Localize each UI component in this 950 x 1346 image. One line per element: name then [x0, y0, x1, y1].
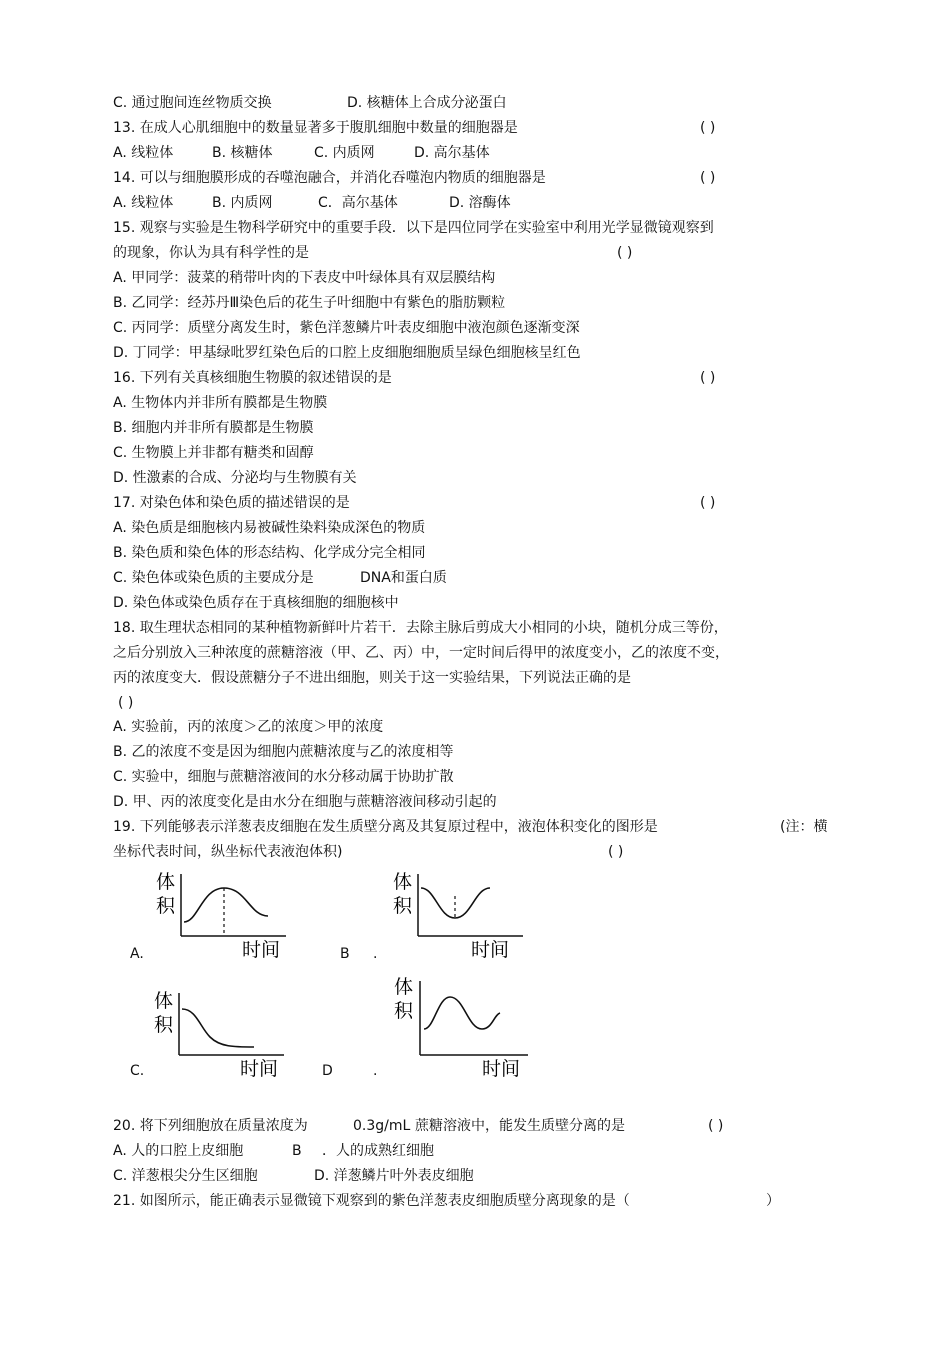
graph-a-ylabel-2: 积 — [156, 895, 176, 917]
q17-option-d: D. 染色体或染色质存在于真核细胞的细胞核中 — [113, 595, 399, 611]
q12-option-d: D. 核糖体上合成分泌蛋白 — [347, 95, 507, 111]
q20-option-a: A. 人的口腔上皮细胞 — [113, 1143, 244, 1159]
graph-c-xlabel: 时间 — [240, 1058, 279, 1080]
q20-option-b: ．人的成熟红细胞 — [322, 1143, 434, 1159]
q17-option-c: C. 染色体或染色质的主要成分是 — [113, 570, 314, 586]
q16-answer-paren: ( ) — [700, 370, 716, 386]
q13-answer-paren: ( ) — [700, 120, 716, 136]
q16-stem: 16. 下列有关真核细胞生物膜的叙述错误的是 — [113, 370, 392, 386]
graph-d-ylabel-1: 体 — [394, 976, 414, 998]
q15-answer-paren: ( ) — [617, 245, 633, 261]
q16-option-b: B. 细胞内并非所有膜都是生物膜 — [113, 420, 314, 436]
q18-option-d: D. 甲、丙的浓度变化是由水分在细胞与蔗糖溶液间移动引起的 — [113, 794, 497, 810]
q16-option-c: C. 生物膜上并非都有糖类和固醇 — [113, 445, 314, 461]
q15-stem-line1: 15. 观察与实验是生物科学研究中的重要手段．以下是四位同学在实验室中利用光学显微镜观察到 — [113, 220, 714, 236]
q17-stem: 17. 对染色体和染色质的描述错误的是 — [113, 495, 350, 511]
q21-answer-paren-close: ） — [766, 1193, 780, 1209]
q12-option-c: C. 通过胞间连丝物质交换 — [113, 95, 272, 111]
q20-stem-part2: 蔗糖溶液中，能发生质壁分离的是 — [415, 1118, 625, 1134]
q15-option-a: A. 甲同学：菠菜的稍带叶肉的下表皮中叶绿体具有双层膜结构 — [113, 270, 496, 286]
q19-graph-a — [150, 866, 290, 961]
graph-c-ylabel-1: 体 — [154, 990, 174, 1012]
q15-option-c: C. 丙同学：质壁分离发生时，紫色洋葱鳞片叶表皮细胞中液泡颜色逐渐变深 — [113, 320, 580, 336]
q14-option-c: C．高尔基体 — [318, 195, 398, 211]
q15-stem-line2: 的现象，你认为具有科学性的是 — [113, 245, 309, 261]
q19-graph-b — [387, 866, 527, 961]
q13-option-c: C. 内质网 — [314, 145, 375, 161]
q19-stem-line2: 坐标代表时间，纵坐标代表液泡体积) — [113, 844, 343, 860]
q17-option-a: A. 染色质是细胞核内易被碱性染料染成深色的物质 — [113, 520, 426, 536]
q16-option-d: D. 性激素的合成、分泌均与生物膜有关 — [113, 470, 357, 486]
q20-answer-paren: ( ) — [708, 1118, 724, 1134]
q20-option-c: C. 洋葱根尖分生区细胞 — [113, 1168, 258, 1184]
graph-c-curve — [182, 1009, 254, 1047]
q13-option-b: B. 核糖体 — [212, 145, 273, 161]
q14-option-a: A. 线粒体 — [113, 195, 174, 211]
graph-b-ylabel-1: 体 — [393, 871, 413, 893]
q19-graph-d — [390, 975, 535, 1080]
q20-stem-part1: 20. 将下列细胞放在质量浓度为 — [113, 1118, 308, 1134]
q19-option-b-label: B — [340, 946, 350, 962]
q17-option-c-tail: DNA和蛋白质 — [360, 570, 447, 586]
q15-option-b: B. 乙同学：经苏丹Ⅲ染色后的花生子叶细胞中有紫色的脂肪颗粒 — [113, 295, 506, 311]
graph-b-xlabel: 时间 — [471, 939, 510, 961]
graph-a-curve — [184, 888, 268, 922]
graph-d-xlabel: 时间 — [482, 1058, 521, 1080]
q15-option-d: D. 丁同学：甲基绿吡罗红染色后的口腔上皮细胞细胞质呈绿色细胞核呈红色 — [113, 345, 581, 361]
q19-option-b-dot: . — [373, 946, 378, 962]
q19-option-c-label: C. — [130, 1063, 145, 1079]
q14-stem: 14. 可以与细胞膜形成的吞噬泡融合，并消化吞噬泡内物质的细胞器是 — [113, 170, 546, 186]
q17-option-b: B. 染色质和染色体的形态结构、化学成分完全相同 — [113, 545, 426, 561]
graph-d-curve — [424, 997, 500, 1029]
q19-answer-paren: ( ) — [608, 844, 624, 860]
q19-stem-line1: 19. 下列能够表示洋葱表皮细胞在发生质壁分离及其复原过程中，液泡体积变化的图形是 — [113, 819, 658, 835]
q19-option-d-label: D — [322, 1063, 333, 1079]
q14-option-d: D. 溶酶体 — [449, 195, 511, 211]
q16-option-a: A. 生物体内并非所有膜都是生物膜 — [113, 395, 328, 411]
q18-answer-paren: ( ) — [118, 695, 134, 711]
graph-a-xlabel: 时间 — [242, 939, 281, 961]
graph-a-ylabel-1: 体 — [156, 871, 176, 893]
q13-stem: 13. 在成人心肌细胞中的数量显著多于腹肌细胞中数量的细胞器是 — [113, 120, 518, 136]
q18-stem-line3: 丙的浓度变大．假设蔗糖分子不进出细胞，则关于这一实验结果，下列说法正确的是 — [113, 670, 631, 686]
q13-option-d: D. 高尔基体 — [414, 145, 490, 161]
q20-option-b-letter: B — [292, 1143, 302, 1159]
q19-note: (注：横 — [780, 819, 828, 835]
q18-option-a: A. 实验前，丙的浓度＞乙的浓度＞甲的浓度 — [113, 719, 384, 735]
q19-graph-c — [150, 985, 290, 1080]
q18-option-b: B. 乙的浓度不变是因为细胞内蔗糖浓度与乙的浓度相等 — [113, 744, 454, 760]
q14-answer-paren: ( ) — [700, 170, 716, 186]
graph-d-ylabel-2: 积 — [394, 1000, 414, 1022]
q20-concentration: 0.3g/mL — [353, 1118, 411, 1134]
q18-stem-line2: 之后分别放入三种浓度的蔗糖溶液（甲、乙、丙）中，一定时间后得甲的浓度变小，乙的浓度不变， — [113, 645, 729, 661]
q18-option-c: C. 实验中，细胞与蔗糖溶液间的水分移动属于协助扩散 — [113, 769, 454, 785]
q20-option-d: D. 洋葱鳞片叶外表皮细胞 — [314, 1168, 474, 1184]
graph-c-ylabel-2: 积 — [154, 1014, 174, 1036]
q18-stem-line1: 18. 取生理状态相同的某种植物新鲜叶片若干．去除主脉后剪成大小相同的小块，随机分成三等份， — [113, 620, 728, 636]
graph-b-ylabel-2: 积 — [393, 895, 413, 917]
q19-option-d-dot: . — [373, 1063, 378, 1079]
q19-option-a-label: A. — [130, 946, 144, 962]
q13-option-a: A. 线粒体 — [113, 145, 174, 161]
q14-option-b: B. 内质网 — [212, 195, 273, 211]
q21-stem: 21. 如图所示，能正确表示显微镜下观察到的紫色洋葱表皮细胞质壁分离现象的是（ — [113, 1193, 630, 1209]
q17-answer-paren: ( ) — [700, 495, 716, 511]
